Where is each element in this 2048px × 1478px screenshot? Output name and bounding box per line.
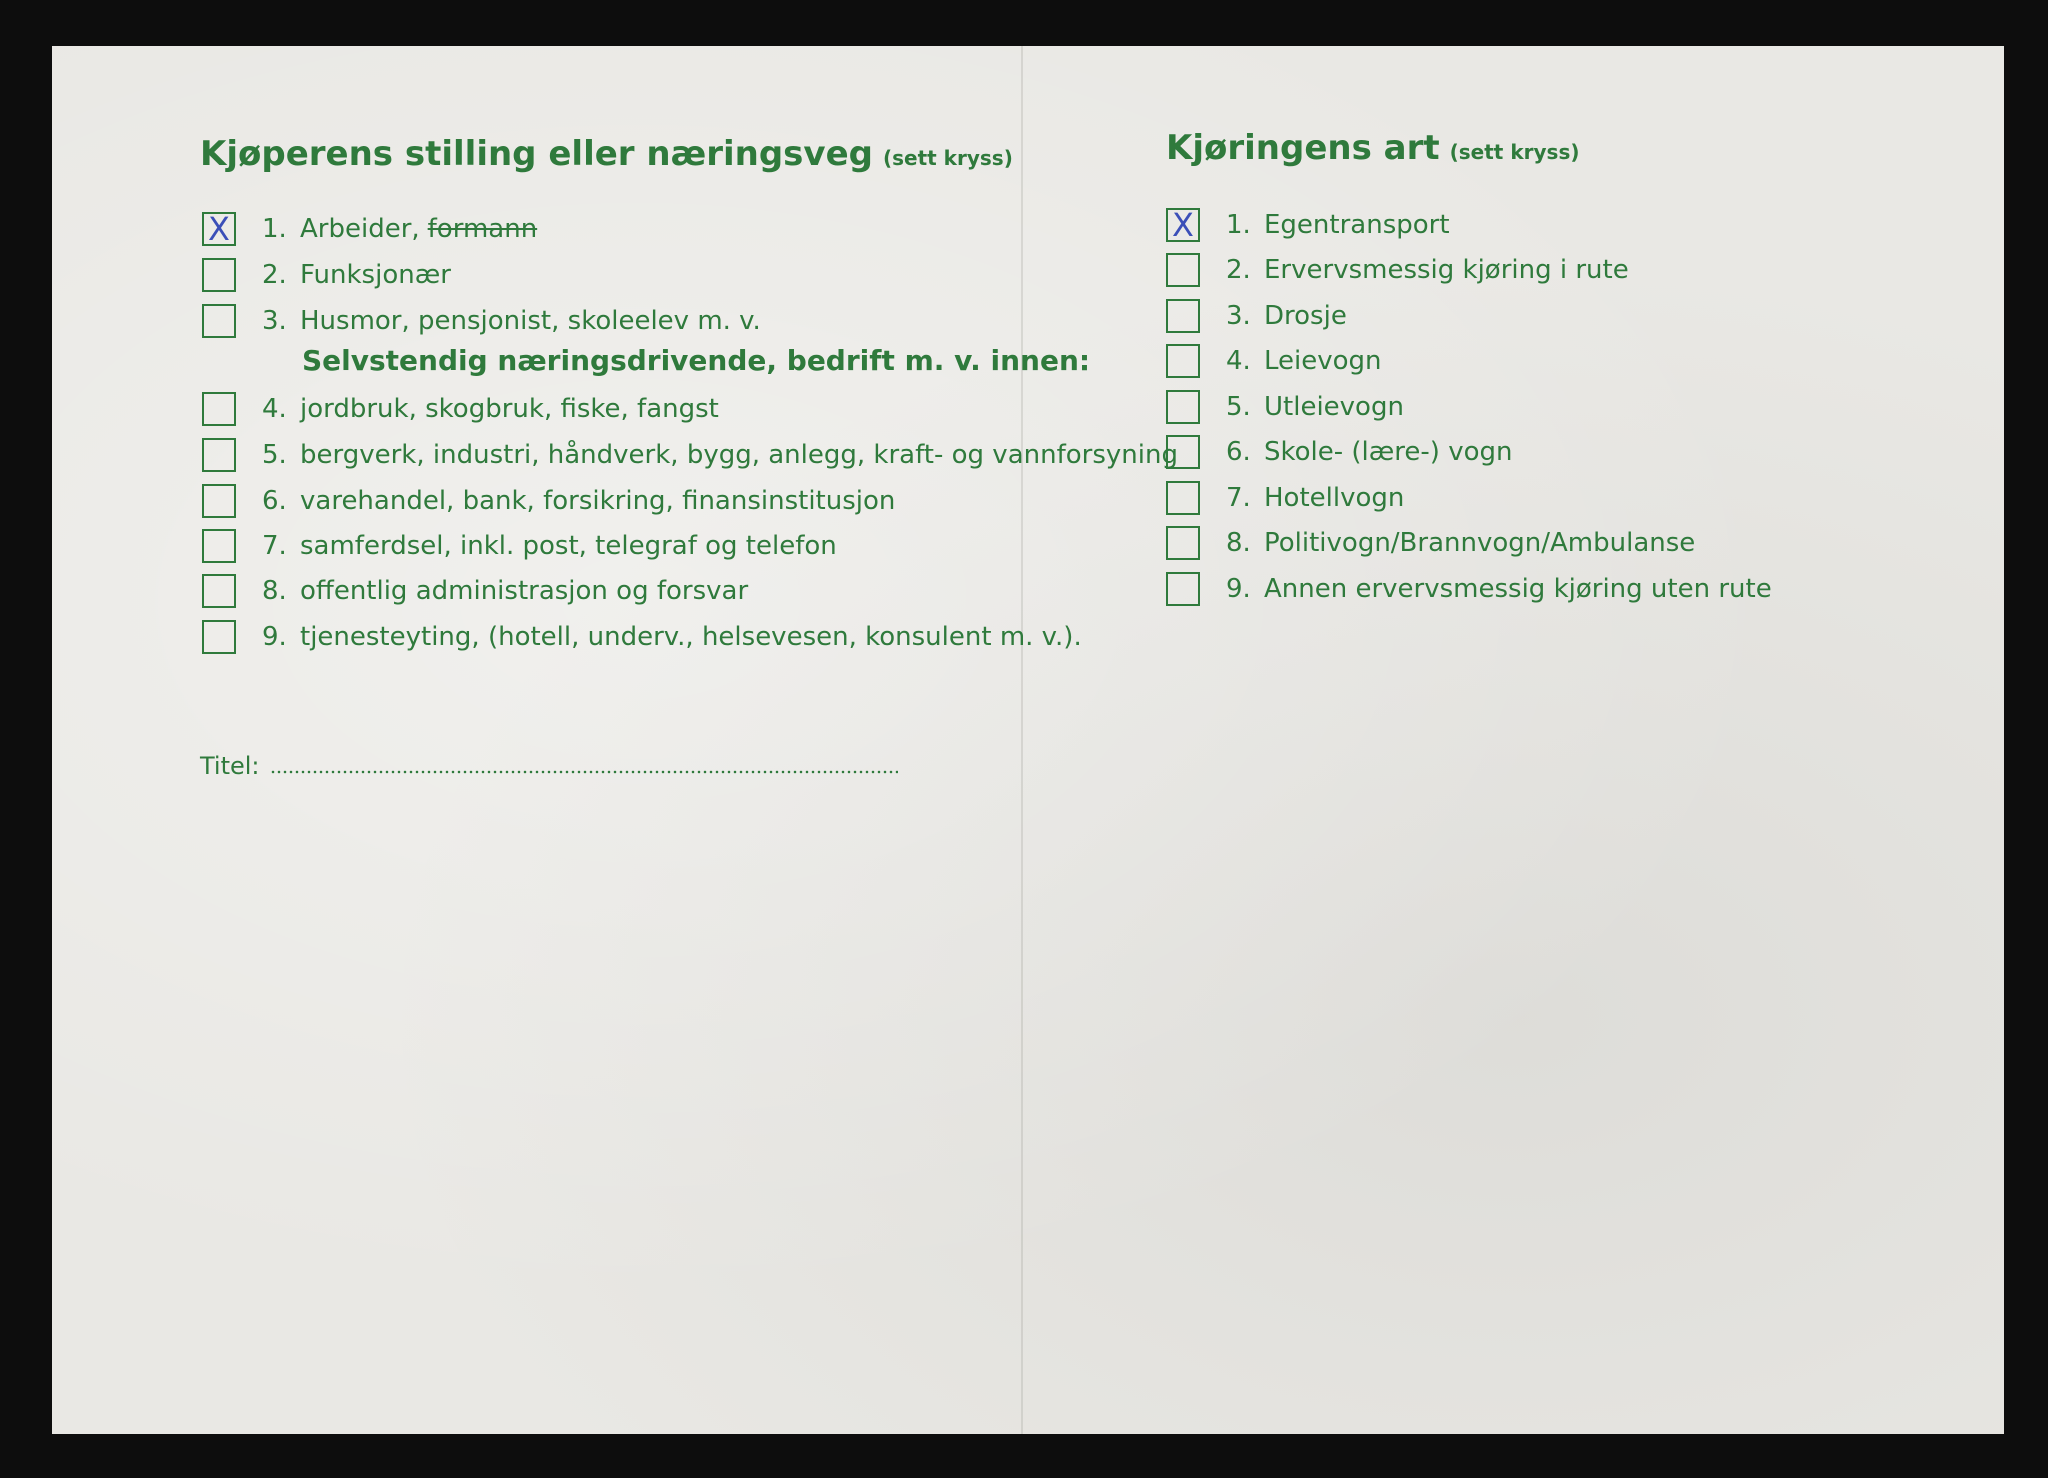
option-number: 5. bbox=[262, 440, 287, 470]
checkbox[interactable] bbox=[1166, 253, 1200, 287]
option-label: Drosje bbox=[1264, 301, 1347, 331]
driving-option-6[interactable] bbox=[1166, 433, 1513, 471]
driving-option-1[interactable] bbox=[1166, 206, 1450, 244]
fold-line bbox=[1021, 46, 1023, 1434]
checkbox[interactable] bbox=[202, 304, 236, 338]
option-number: 8. bbox=[1226, 528, 1251, 558]
option-number: 4. bbox=[262, 394, 287, 424]
occupation-option-5[interactable] bbox=[202, 436, 1178, 474]
title-field-label: Titel: bbox=[200, 752, 260, 780]
option-label: bergverk, industri, håndverk, bygg, anlegg, kraft- og vannforsyning bbox=[300, 440, 1178, 470]
option-number: 7. bbox=[1226, 483, 1251, 513]
option-label: Funksjonær bbox=[300, 260, 451, 290]
check-mark: X bbox=[208, 210, 230, 248]
option-number: 2. bbox=[262, 260, 287, 290]
checkbox[interactable] bbox=[202, 620, 236, 654]
form-paper bbox=[52, 46, 2004, 1434]
occupation-option-3[interactable] bbox=[202, 302, 761, 340]
title-dotted-line[interactable] bbox=[270, 770, 898, 774]
option-number: 3. bbox=[1226, 301, 1251, 331]
checkbox[interactable] bbox=[202, 258, 236, 292]
option-number: 6. bbox=[1226, 437, 1251, 467]
option-number: 1. bbox=[1226, 210, 1251, 240]
checkbox[interactable] bbox=[1166, 299, 1200, 333]
option-number: 7. bbox=[262, 531, 287, 561]
buyer-occupation-hint: (sett kryss) bbox=[882, 146, 1013, 170]
option-label: Hotellvogn bbox=[1264, 483, 1405, 513]
occupation-option-1[interactable] bbox=[202, 210, 537, 248]
self-employed-subheading: Selvstendig næringsdrivende, bedrift m. v. innen: bbox=[302, 344, 1091, 377]
checkbox[interactable] bbox=[1166, 435, 1200, 469]
driving-type-hint: (sett kryss) bbox=[1449, 140, 1580, 164]
struck-option-label: formann bbox=[427, 214, 538, 244]
option-number: 4. bbox=[1226, 346, 1251, 376]
option-number: 2. bbox=[1226, 255, 1251, 285]
checkbox[interactable] bbox=[1166, 481, 1200, 515]
checkbox[interactable] bbox=[1166, 390, 1200, 424]
option-label: jordbruk, skogbruk, fiske, fangst bbox=[300, 394, 719, 424]
driving-option-4[interactable] bbox=[1166, 342, 1382, 380]
option-number: 3. bbox=[262, 306, 287, 336]
title-field[interactable] bbox=[200, 752, 898, 780]
occupation-option-2[interactable] bbox=[202, 256, 451, 294]
option-label: Utleievogn bbox=[1264, 392, 1404, 422]
option-number: 1. bbox=[262, 214, 287, 244]
checkbox[interactable] bbox=[202, 529, 236, 563]
checkbox[interactable] bbox=[202, 212, 236, 246]
option-label: tjenesteyting, (hotell, underv., helsevesen, konsulent m. v.). bbox=[300, 622, 1082, 652]
check-mark: X bbox=[1172, 206, 1194, 244]
checkbox[interactable] bbox=[1166, 208, 1200, 242]
checkbox[interactable] bbox=[1166, 344, 1200, 378]
occupation-option-7[interactable] bbox=[202, 527, 837, 565]
driving-type-title bbox=[1166, 128, 1579, 168]
option-number: 9. bbox=[262, 622, 287, 652]
occupation-option-6[interactable] bbox=[202, 482, 895, 520]
option-label: Annen ervervsmessig kjøring uten rute bbox=[1264, 574, 1772, 604]
occupation-option-8[interactable] bbox=[202, 572, 748, 610]
checkbox[interactable] bbox=[202, 392, 236, 426]
driving-option-9[interactable] bbox=[1166, 570, 1772, 608]
option-number: 9. bbox=[1226, 574, 1251, 604]
checkbox[interactable] bbox=[202, 438, 236, 472]
buyer-occupation-title-text: Kjøperens stilling eller næringsveg bbox=[200, 134, 873, 174]
option-label: samferdsel, inkl. post, telegraf og telefon bbox=[300, 531, 837, 561]
checkbox[interactable] bbox=[202, 574, 236, 608]
option-label: Husmor, pensjonist, skoleelev m. v. bbox=[300, 306, 761, 336]
option-label: Ervervsmessig kjøring i rute bbox=[1264, 255, 1629, 285]
buyer-occupation-title bbox=[200, 134, 1013, 174]
driving-type-title-text: Kjøringens art bbox=[1166, 128, 1440, 168]
driving-option-2[interactable] bbox=[1166, 251, 1629, 289]
checkbox[interactable] bbox=[202, 484, 236, 518]
option-label: Politivogn/Brannvogn/Ambulanse bbox=[1264, 528, 1696, 558]
option-label: Skole- (lære-) vogn bbox=[1264, 437, 1513, 467]
driving-option-5[interactable] bbox=[1166, 388, 1404, 426]
driving-option-3[interactable] bbox=[1166, 297, 1347, 335]
option-label: varehandel, bank, forsikring, finansinstitusjon bbox=[300, 486, 896, 516]
occupation-option-9[interactable] bbox=[202, 618, 1082, 656]
option-number: 8. bbox=[262, 576, 287, 606]
option-number: 6. bbox=[262, 486, 287, 516]
option-label: offentlig administrasjon og forsvar bbox=[300, 576, 749, 606]
option-label: Leievogn bbox=[1264, 346, 1382, 376]
checkbox[interactable] bbox=[1166, 572, 1200, 606]
driving-option-8[interactable] bbox=[1166, 524, 1695, 562]
option-number: 5. bbox=[1226, 392, 1251, 422]
checkbox[interactable] bbox=[1166, 526, 1200, 560]
driving-option-7[interactable] bbox=[1166, 479, 1404, 517]
occupation-option-4[interactable] bbox=[202, 390, 719, 428]
option-label: Egentransport bbox=[1264, 210, 1450, 240]
option-label: Arbeider, bbox=[300, 214, 420, 244]
